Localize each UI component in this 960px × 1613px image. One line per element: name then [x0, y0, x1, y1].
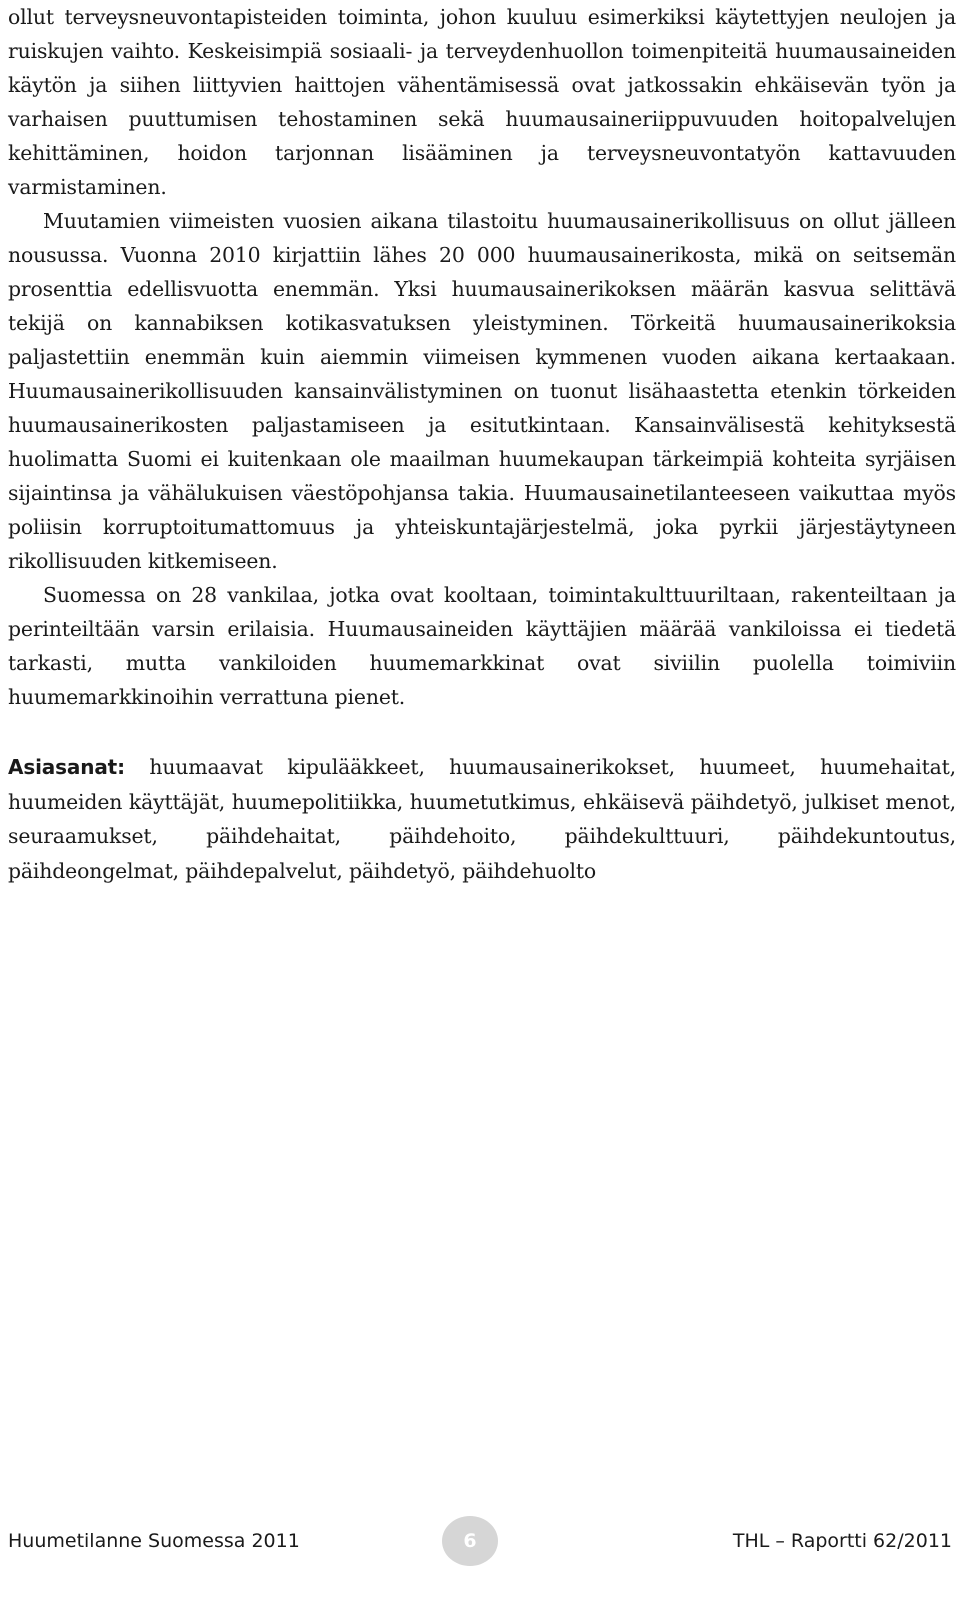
publication-title: Huumetilanne Suomessa 2011	[8, 1530, 300, 1552]
page-number: 6	[463, 1530, 477, 1552]
body-paragraph-1: ollut terveysneuvontapisteiden toiminta, johon kuuluu esimerkiksi käytettyjen neulojen ja ruiskujen vaihto. Keskeisimpiä sosiaali- ja terveydenhuollon toimenpiteitä huumausaineiden käytön ja siihen liittyvien haittojen vähentämisessä ovat jatkossakin ehkäisevän työn ja varhaisen puuttumisen tehostaminen sekä huumausaineriippuvuuden hoitopalvelujen kehittäminen, hoidon tarjonnan lisääminen ja terveysneuvontatyön kattavuuden varmistaminen.	[8, 5, 956, 199]
keywords-list: huumaavat kipulääkkeet, huumausainerikokset, huumeet, huumehaitat, huumeiden käyttäjät, huumepolitiikka, huumetutkimus, ehkäisevä päihdetyö, julkiset menot, seuraamukset, päihdehaitat, päihdehoito, päihdekulttuuri, päihdekuntoutus, päihdeongelmat, päihdepalvelut, päihdetyö, päihdehuolto	[8, 755, 956, 883]
page-footer	[8, 1516, 952, 1566]
page-number-badge	[442, 1516, 498, 1566]
report-id: THL – Raportti 62/2011	[732, 1530, 952, 1552]
body-paragraph-3: Suomessa on 28 vankilaa, jotka ovat kooltaan, toimintakulttuuriltaan, rakenteiltaan ja perinteiltään varsin erilaisia. Huumausaineiden käyttäjien määrää vankiloissa ei tiedetä tarkasti, mutta vankiloiden huumemarkkinat ovat siviilin puolella toimiviin huumemarkkinoihin verrattuna pienet.	[8, 583, 956, 709]
keywords-paragraph	[8, 750, 956, 888]
document-page	[8, 0, 956, 888]
body-paragraph-2: Muutamien viimeisten vuosien aikana tilastoitu huumausainerikollisuus on ollut jälleen nousussa. Vuonna 2010 kirjattiin lähes 20 000 huumausainerikosta, mikä on seitsemän prosenttia edellisvuotta enemmän. Yksi huumausainerikoksen määrän kasvua selittävä tekijä on kannabiksen kotikasvatuksen yleistyminen. Törkeitä huumausainerikoksia paljastettiin enemmän kuin aiemmin viimeisen kymmenen vuoden aikana kertaakaan. Huumausainerikollisuuden kansainvälistyminen on tuonut lisähaastetta etenkin törkeiden huumausainerikosten paljastamiseen ja esitutkintaan. Kansainvälisestä kehityksestä huolimatta Suomi ei kuitenkaan ole maailman huumekaupan tärkeimpiä kohteita syrjäisen sijaintinsa ja vähälukuisen väestöpohjansa takia. Huumausainetilanteeseen vaikuttaa myös poliisin korruptoitumattomuus ja yhteiskuntajärjestelmä, joka pyrkii järjestäytyneen rikollisuuden kitkemiseen.	[8, 209, 956, 573]
keywords-label: Asiasanat:	[8, 755, 125, 779]
